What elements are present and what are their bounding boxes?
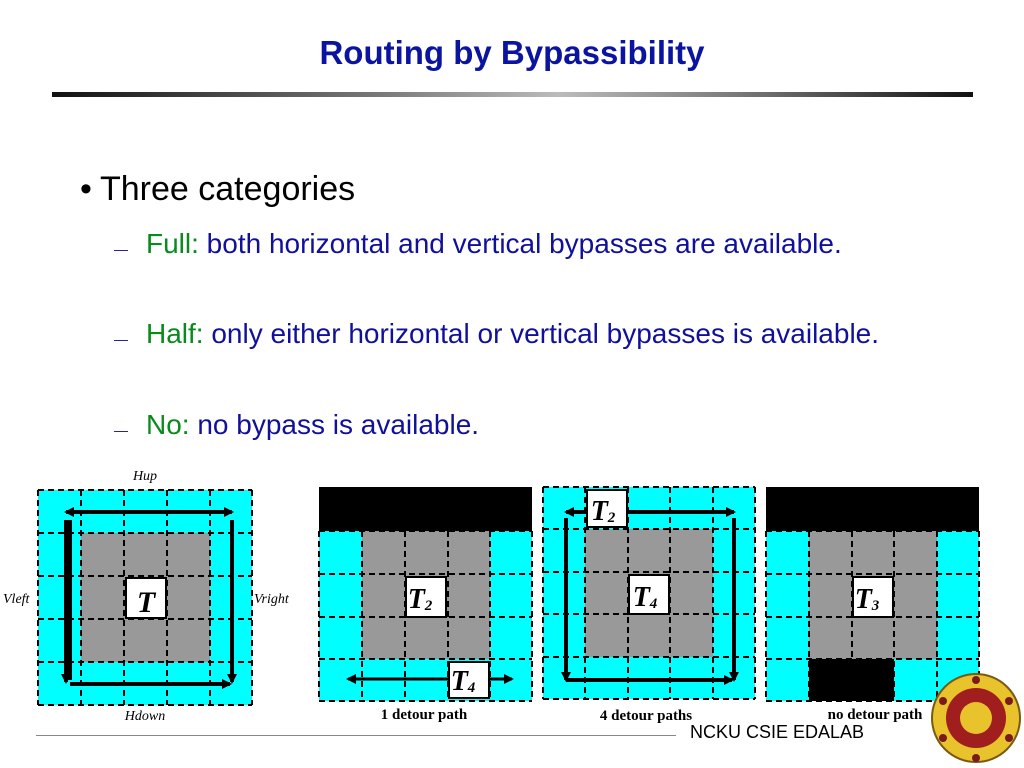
tile-t4-bottom: T4 <box>450 666 476 697</box>
full-label: Full: <box>146 228 199 259</box>
caption-one-detour: 1 detour path <box>380 707 468 723</box>
hdown-label: Hdown <box>124 709 166 724</box>
bullet-dot: • <box>80 170 92 208</box>
dash-icon: — <box>114 422 128 438</box>
tile-t3: T3 <box>854 584 880 615</box>
dash-icon: — <box>114 241 128 257</box>
caption-no-detour: no detour path <box>827 707 923 723</box>
vleft-label: Vleft <box>3 592 30 607</box>
slide-title: Routing by Bypassibility <box>319 34 705 71</box>
university-logo <box>929 666 1024 768</box>
no-text: no bypass is available. <box>189 409 480 440</box>
no-label: No: <box>146 409 190 440</box>
caption-four-detours: 4 detour paths <box>599 708 693 724</box>
bullet-text: Three categories <box>100 170 356 208</box>
half-label: Half: <box>146 318 204 349</box>
tile-t: T <box>136 586 156 619</box>
vright-label: Vright <box>254 592 289 607</box>
tile-t2: T2 <box>407 584 433 615</box>
full-text: both horizontal and vertical bypasses are available. <box>198 228 842 259</box>
footer-lab-name: NCKU CSIE EDALAB <box>690 722 865 742</box>
tile-t4: T4 <box>632 582 658 613</box>
tile-t2-top: T2 <box>590 496 616 527</box>
hup-label: Hup <box>132 469 158 484</box>
half-text: only either horizontal or vertical bypasses is available. <box>203 318 880 349</box>
dash-icon: — <box>114 331 128 347</box>
footer-divider <box>36 735 676 736</box>
panel-one-detour <box>319 487 532 701</box>
